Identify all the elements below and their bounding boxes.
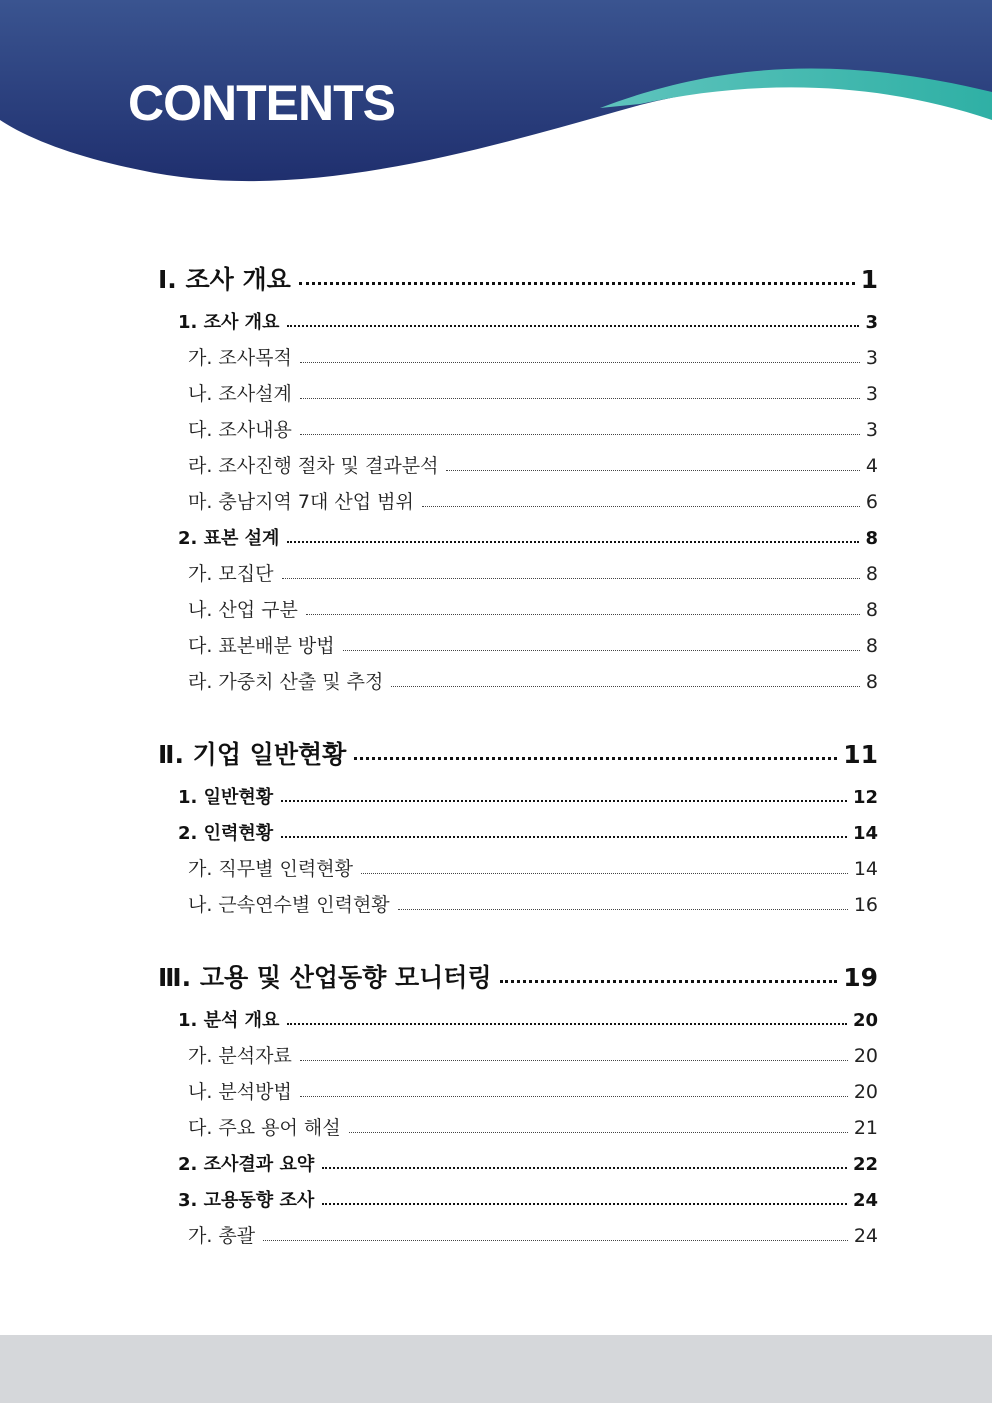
- toc-label: 가. 모집단: [188, 563, 274, 585]
- toc-chapter[interactable]: [158, 960, 878, 990]
- toc-page: 3: [865, 312, 878, 333]
- leader-dots: [281, 800, 847, 802]
- toc-chapter[interactable]: [158, 262, 878, 292]
- toc-label: 마. 충남지역 7대 산업 범위: [188, 491, 414, 513]
- toc-page: 20: [852, 1010, 878, 1031]
- toc-label: 나. 근속연수별 인력현황: [188, 894, 390, 916]
- toc-item[interactable]: [188, 1036, 878, 1066]
- leader-dots: [306, 614, 860, 615]
- leader-dots: [281, 836, 847, 838]
- toc-label: 다. 주요 용어 해설: [188, 1117, 341, 1139]
- leader-dots: [500, 980, 838, 983]
- toc-label: 1. 일반현황: [178, 787, 274, 808]
- toc-page: 24: [853, 1225, 878, 1247]
- toc-page: 16: [853, 894, 878, 916]
- toc-label: 1. 분석 개요: [178, 1010, 280, 1031]
- toc-label: 2. 조사결과 요약: [178, 1154, 315, 1175]
- leader-dots: [287, 541, 859, 543]
- leader-dots: [299, 282, 855, 285]
- leader-dots: [398, 909, 848, 910]
- leader-dots: [322, 1167, 847, 1169]
- leader-dots: [361, 873, 848, 874]
- toc-item[interactable]: [188, 662, 878, 692]
- toc-label: 가. 직무별 인력현황: [188, 858, 353, 880]
- leader-dots: [343, 650, 860, 651]
- toc-section[interactable]: [178, 1000, 878, 1030]
- toc-item[interactable]: [188, 590, 878, 620]
- leader-dots: [446, 470, 859, 471]
- toc-label: 나. 조사설계: [188, 383, 292, 405]
- leader-dots: [300, 398, 860, 399]
- leader-dots: [287, 1023, 846, 1025]
- toc-item[interactable]: [188, 626, 878, 656]
- toc-page: 3: [865, 347, 878, 369]
- toc-item[interactable]: [188, 446, 878, 476]
- toc-label: 나. 산업 구분: [188, 599, 298, 621]
- footer-band: [0, 1335, 992, 1403]
- toc-item[interactable]: [188, 849, 878, 879]
- toc-label: 다. 조사내용: [188, 419, 292, 441]
- toc-label: 가. 조사목적: [188, 347, 292, 369]
- toc-page: 3: [865, 383, 878, 405]
- leader-dots: [282, 578, 860, 579]
- toc-page: 24: [852, 1190, 878, 1211]
- toc-item[interactable]: [188, 885, 878, 915]
- leader-dots: [422, 506, 860, 507]
- toc-label: 라. 조사진행 절차 및 결과분석: [188, 455, 439, 477]
- leader-dots: [263, 1240, 848, 1241]
- toc-label: 3. 고용동향 조사: [178, 1190, 315, 1211]
- toc-page: 11: [843, 740, 878, 769]
- leader-dots: [391, 686, 860, 687]
- toc-page: 8: [865, 563, 878, 585]
- leader-dots: [300, 1096, 848, 1097]
- toc-section[interactable]: [178, 813, 878, 843]
- toc-item[interactable]: [188, 338, 878, 368]
- toc-page: 8: [865, 528, 878, 549]
- leader-dots: [349, 1132, 848, 1133]
- toc-page: 6: [865, 491, 878, 513]
- toc-item[interactable]: [188, 554, 878, 584]
- leader-dots: [300, 362, 860, 363]
- toc-label: Ⅲ. 고용 및 산업동향 모니터링: [158, 963, 492, 992]
- leader-dots: [287, 325, 859, 327]
- toc-page: 20: [853, 1045, 878, 1067]
- toc-label: 다. 표본배분 방법: [188, 635, 335, 657]
- leader-dots: [354, 757, 837, 760]
- toc-label: 1. 조사 개요: [178, 312, 280, 333]
- toc-section[interactable]: [178, 777, 878, 807]
- toc-page: 20: [853, 1081, 878, 1103]
- toc-page: 8: [865, 599, 878, 621]
- toc-label: 가. 총괄: [188, 1225, 256, 1247]
- toc-page: 14: [852, 823, 878, 844]
- toc-item[interactable]: [188, 1072, 878, 1102]
- toc-item[interactable]: [188, 410, 878, 440]
- toc-label: 나. 분석방법: [188, 1081, 292, 1103]
- toc-section[interactable]: [178, 518, 878, 548]
- toc-label: 2. 표본 설계: [178, 528, 280, 549]
- toc-page: 21: [853, 1117, 878, 1139]
- toc-item[interactable]: [188, 1108, 878, 1138]
- toc-item[interactable]: [188, 1216, 878, 1246]
- toc-label: Ⅱ. 기업 일반현황: [158, 740, 347, 769]
- toc-page: 4: [865, 455, 878, 477]
- toc-label: 2. 인력현황: [178, 823, 274, 844]
- toc-section[interactable]: [178, 302, 878, 332]
- toc-label: Ⅰ. 조사 개요: [158, 265, 291, 294]
- toc-label: 라. 가중치 산출 및 추정: [188, 671, 384, 693]
- toc-chapter[interactable]: [158, 737, 878, 767]
- toc-page: 22: [852, 1154, 878, 1175]
- toc-page: 19: [843, 963, 878, 992]
- toc-page: 12: [852, 787, 878, 808]
- toc-page: 1: [860, 265, 878, 294]
- toc-page: 8: [865, 635, 878, 657]
- leader-dots: [322, 1203, 847, 1205]
- leader-dots: [300, 434, 860, 435]
- leader-dots: [300, 1060, 848, 1061]
- toc-page: 8: [865, 671, 878, 693]
- toc-page: 14: [853, 858, 878, 880]
- page-title: CONTENTS: [128, 75, 395, 131]
- toc-item[interactable]: [188, 374, 878, 404]
- toc-page: 3: [865, 419, 878, 441]
- toc-label: 가. 분석자료: [188, 1045, 292, 1067]
- toc-item[interactable]: [188, 482, 878, 512]
- toc-section[interactable]: [178, 1180, 878, 1210]
- toc-section[interactable]: [178, 1144, 878, 1174]
